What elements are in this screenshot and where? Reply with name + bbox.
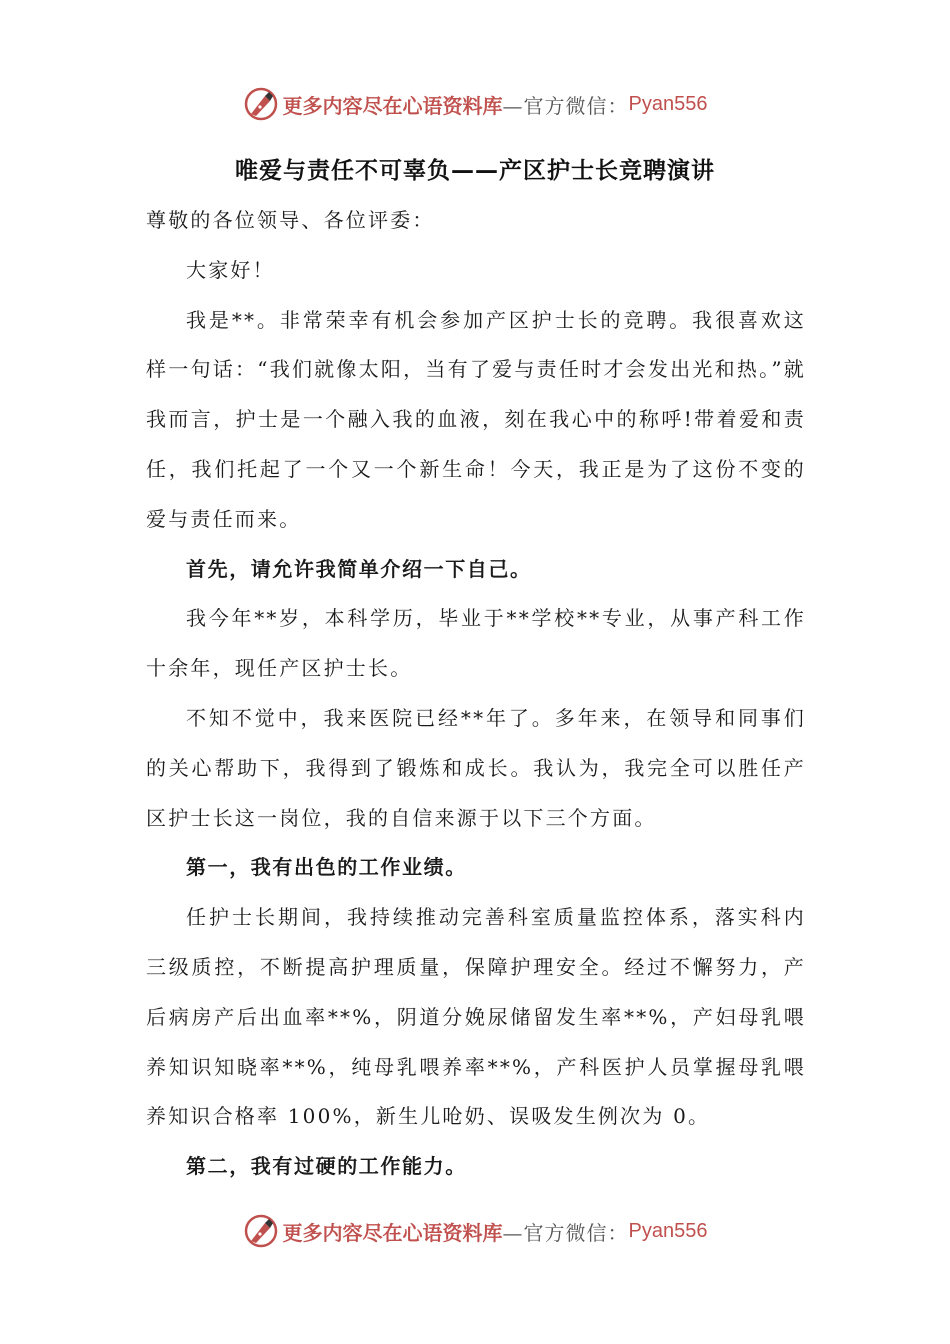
header-banner — [0, 84, 950, 124]
paragraph-intro: 我是**。非常荣幸有机会参加产区护士长的竞聘。我很喜欢这样一句话：“我们就像太阳，当有了爱与责任时才会发出光和热。”就我而言，护士是一个融入我的血液，刻在我心中的称呼!带着爱和责任，我们托起了一个又一个新生命！今天，我正是为了这份不变的爱与责任而来。 — [146, 307, 806, 531]
heading-achievements: 第一，我有出色的工作业绩。 — [186, 855, 467, 880]
banner-wechat-id: Pyan556 — [628, 92, 708, 115]
document-body — [146, 196, 806, 1192]
heading-ability: 第二，我有过硬的工作能力。 — [186, 1154, 467, 1179]
greeting: 大家好！ — [186, 257, 275, 282]
heading-self-intro: 首先，请允许我简单介绍一下自己。 — [186, 556, 532, 581]
paragraph-achievements: 任护士长期间，我持续推动完善科室质量监控体系，落实科内三级质控，不断提高护理质量，保障护理安全。经过不懈努力，产后病房产后出血率**%，阴道分娩尿储留发生率**%，产妇母乳喂养知识知晓率**%，纯母乳喂养率**%，产科医护人员掌握母乳喂养知识合格率 100%，新生儿呛奶、误吸发生例次为 0。 — [146, 905, 806, 1129]
footer-banner — [0, 1211, 950, 1251]
paragraph-confidence: 不知不觉中，我来医院已经**年了。多年来，在领导和同事们的关心帮助下，我得到了锻炼和成长。我认为，我完全可以胜任产区护士长这一岗位，我的自信来源于以下三个方面。 — [146, 705, 806, 830]
banner-wechat-id: Pyan556 — [628, 1219, 708, 1242]
paragraph-background: 我今年**岁，本科学历，毕业于**学校**专业，从事产科工作十余年，现任产区护士长。 — [146, 606, 806, 681]
banner-red-text: 更多内容尽在心语资料库 — [282, 1220, 503, 1245]
banner-red-text: 更多内容尽在心语资料库 — [282, 93, 503, 118]
banner-gray-text: —官方微信： — [502, 1220, 629, 1245]
salutation: 尊敬的各位领导、各位评委： — [146, 208, 435, 232]
banner-gray-text: —官方微信： — [502, 93, 629, 118]
document-title: 唯爱与责任不可辜负——产区护士长竞聘演讲 — [235, 158, 715, 184]
pen-nib-logo-icon — [243, 1213, 279, 1249]
pen-nib-logo-icon — [243, 86, 279, 122]
